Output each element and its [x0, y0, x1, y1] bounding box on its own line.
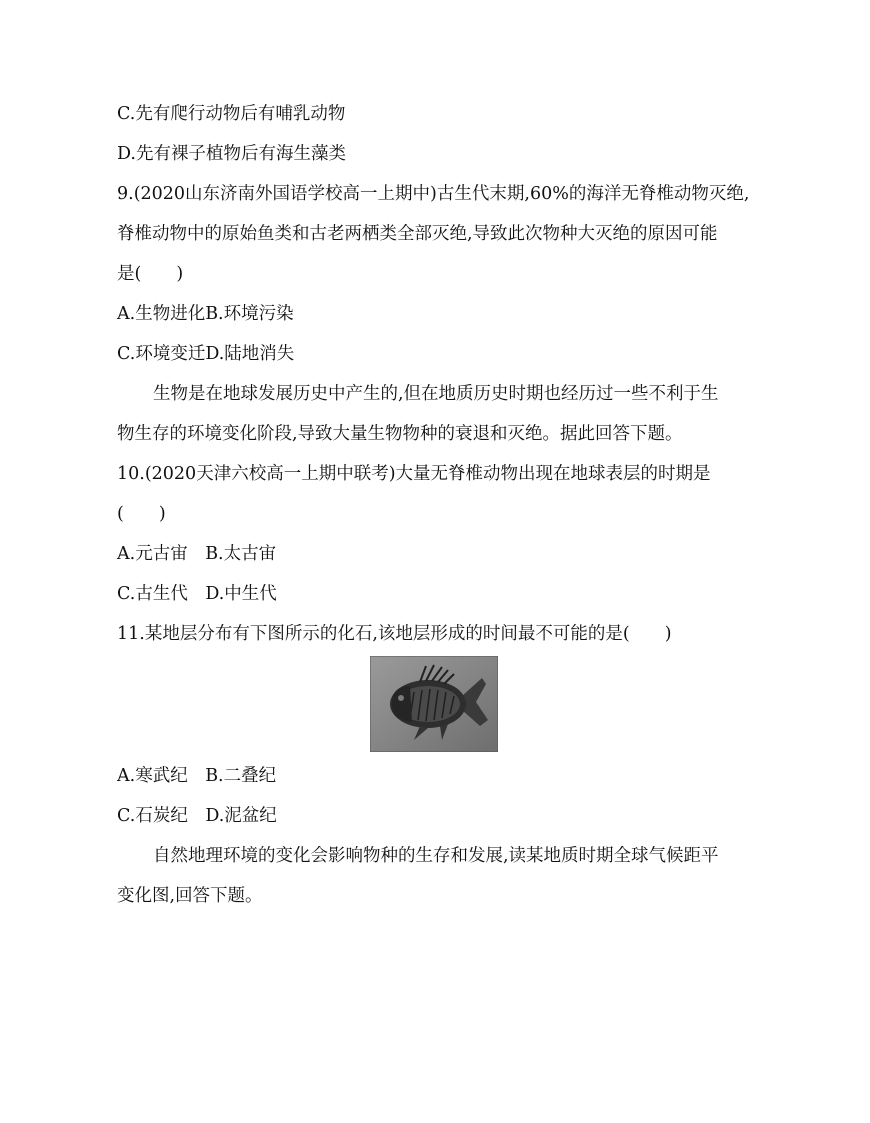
q9-options-ab: A.生物进化B.环境污染 — [117, 304, 294, 324]
q9-options-cd: C.环境变迁D.陆地消失 — [117, 344, 295, 364]
fish-fossil-image — [370, 656, 498, 752]
q11-options-cd: C.石炭纪 D.泥盆纪 — [117, 806, 277, 826]
passage-1-line-1: 生物是在地球发展历史中产生的,但在地质历史时期也经历过一些不利于生 — [153, 384, 719, 404]
fossil-picture — [370, 656, 498, 752]
q10-stem-line-2: ( ) — [117, 504, 166, 524]
q11-options-ab: A.寒武纪 B.二叠纪 — [117, 766, 277, 786]
q9-stem-line-3: 是( ) — [117, 264, 184, 284]
passage-2-line-2: 变化图,回答下题。 — [117, 886, 263, 906]
passage-1-line-2: 物生存的环境变化阶段,导致大量生物物种的衰退和灭绝。据此回答下题。 — [117, 424, 683, 444]
q9-stem-line-2: 脊椎动物中的原始鱼类和古老两栖类全部灭绝,导致此次物种大灭绝的原因可能 — [117, 224, 718, 244]
q8-option-c: C.先有爬行动物后有哺乳动物 — [117, 104, 346, 124]
q10-options-ab: A.元古宙 B.太古宙 — [117, 544, 277, 564]
q10-options-cd: C.古生代 D.中生代 — [117, 584, 277, 604]
q10-stem-line-1: 10.(2020天津六校高一上期中联考)大量无脊椎动物出现在地球表层的时期是 — [117, 464, 711, 484]
q9-stem-line-1: 9.(2020山东济南外国语学校高一上期中)古生代末期,60%的海洋无脊椎动物灭绝, — [117, 184, 750, 204]
passage-2-line-1: 自然地理环境的变化会影响物种的生存和发展,读某地质时期全球气候距平 — [153, 846, 719, 866]
q8-option-d: D.先有裸子植物后有海生藻类 — [117, 144, 346, 164]
q11-stem: 11.某地层分布有下图所示的化石,该地层形成的时间最不可能的是( ) — [117, 624, 672, 644]
